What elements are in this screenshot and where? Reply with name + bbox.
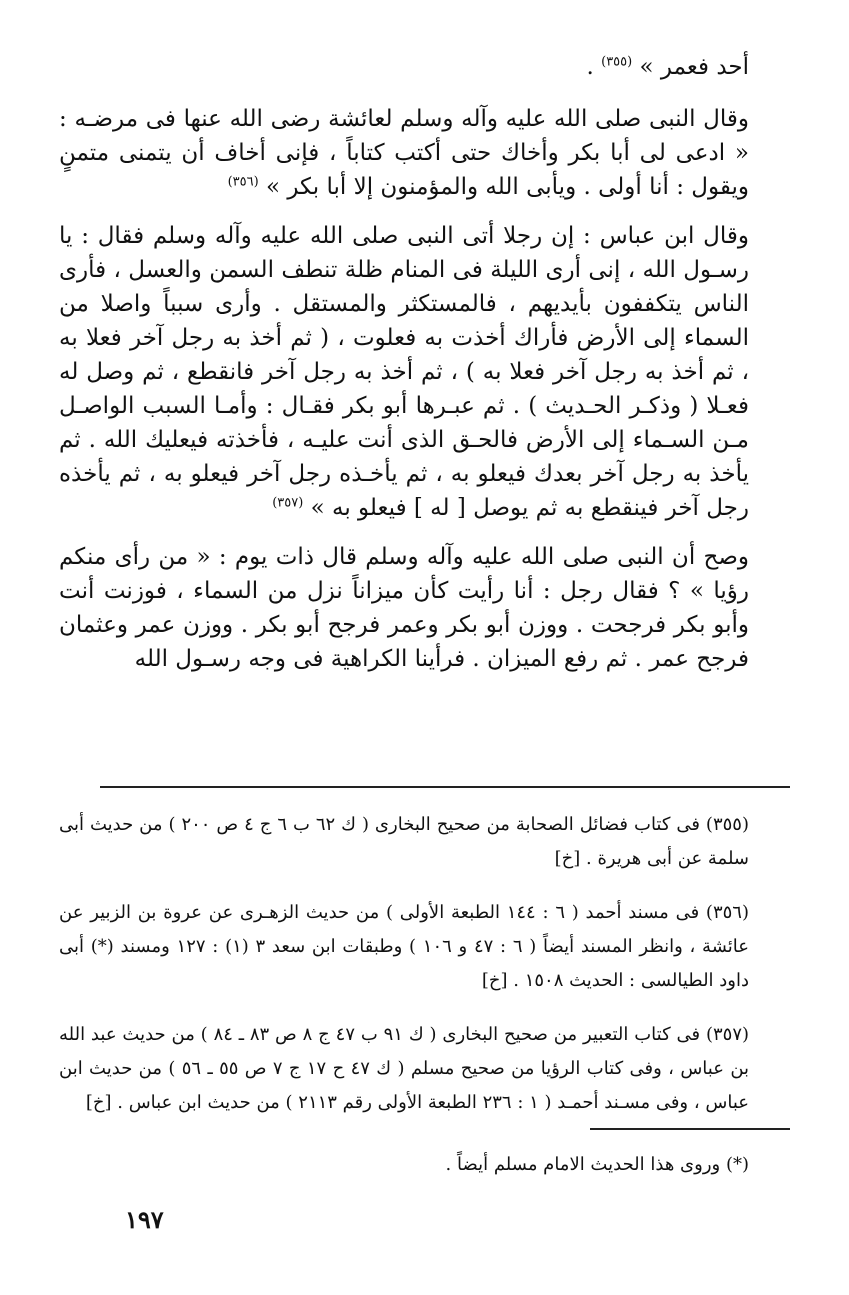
paragraph-3-text: وصح أن النبى صلى الله عليه وآله وسلم قال ذات يوم : « من رأى منكم رؤيا » ؟ فقال رجل : أنا رأيت كأن ميزاناً نزل من السماء ، فوزنت أنت وأبو بكر فرجحت . ووزن أبو بكر وعمر فرجح أبو بكر . ووزن عمر وعثمان فرجح عمر . ثم رفع الميزان . فرأينا الكراهية فى وجه رسـول الله [59, 544, 749, 672]
header-end: . [586, 54, 594, 80]
star-note-divider [590, 1128, 790, 1130]
star-note: (*) وروى هذا الحديث الامام مسلم أيضاً . [445, 1154, 749, 1175]
footnote-355: (٣٥٥) فى كتاب فضائل الصحابة من صحيح البخارى ( ك ٦٢ ب ٦ ج ٤ ص ٢٠٠ ) من حديث أبى سلمة عن أبى هريرة . [خ] [59, 814, 750, 869]
footnote-ref-355: (٣٥٥) [601, 54, 633, 70]
paragraph-1 [59, 102, 749, 204]
paragraph-2 [59, 219, 749, 525]
footnote-357: (٣٥٧) فى كتاب التعبير من صحيح البخارى ( ك ٩١ ب ٤٧ ج ٨ ص ٨٣ ـ ٨٤ ) من حديث عبد الله بن عباس ، وفى كتاب الرؤيا من صحيح مسلم ( ك ٤٧ ح ١٧ ج ٧ ص ٥٥ ـ ٥٦ ) من حديث ابن عباس ، وفى مسـند أحمـد ( ١ : ٢٣٦ الطبعة الأولى رقم ٢١١٣ ) من حديث ابن عباس . [خ] [59, 1024, 750, 1113]
paragraph-1-text: وقال النبى صلى الله عليه وآله وسلم لعائشة رضى الله عنها فى مرضـه : « ادعى لى أبا بكر وأخاك حتى أكتب كتاباً ، فإنى أخاف أن يتمنى متمنٍ ويقول : أنا أولى . ويأبى الله والمؤمنون إلا أبا بكر » [59, 106, 749, 200]
footnotes [59, 808, 749, 1140]
header-text: أحد فعمر » [639, 54, 749, 80]
page-number: ١٩٧ [125, 1205, 164, 1234]
footnote-ref-357: (٣٥٧) [272, 495, 304, 511]
paragraph-2-text: وقال ابن عباس : إن رجلا أتى النبى صلى الله عليه وآله وسلم فقال : يا رسـول الله ، إنى أرى الليلة فى المنام ظلة تنطف السمن والعسل ، فأرى الناس يتكففون بأيديهم ، فالمستكثر والمستقل . وأرى سبباً واصلا من السماء إلى الأرض فأراك أخذت به فعلوت ، ( ثم أخذ به رجل آخر فعلا به ، ثم أخذ به رجل آخر فعلا به ) ، ثم أخذ به رجل آخر فانقطع ، ثم وصل له فعـلا ( وذكـر الحـديث ) . ثم عبـرها أبو بكر فقـال : وأمـا السبب الواصـل مـن السـماء إلى الأرض فالحـق الذى أنت عليـه ، فأخذته فيعليك الله . ثم يأخذ به رجل آخر بعدك فيعلو به ، ثم يأخـذه رجل آخر فيعلو به ، ثم يأخذه رجل آخر فينقطع به ثم يوصل [ له ] فيعلو به » [59, 223, 749, 521]
page-header [59, 50, 749, 84]
footnote-356: (٣٥٦) فى مسند أحمد ( ٦ : ١٤٤ الطبعة الأولى ) من حديث الزهـرى عن عروة بن الزبير عن عائشة ، وانظر المسند أيضاً ( ٦ : ٤٧ و ١٠٦ ) وطبقات ابن سعد ٣ (١) : ١٢٧ ومسند (*) أبى داود الطيالسى : الحديث ١٥٠٨ . [خ] [59, 902, 750, 991]
footnote-divider [100, 786, 790, 788]
footnote-ref-356: (٣٥٦) [227, 174, 259, 190]
main-text [59, 102, 749, 691]
paragraph-3 [59, 540, 749, 676]
